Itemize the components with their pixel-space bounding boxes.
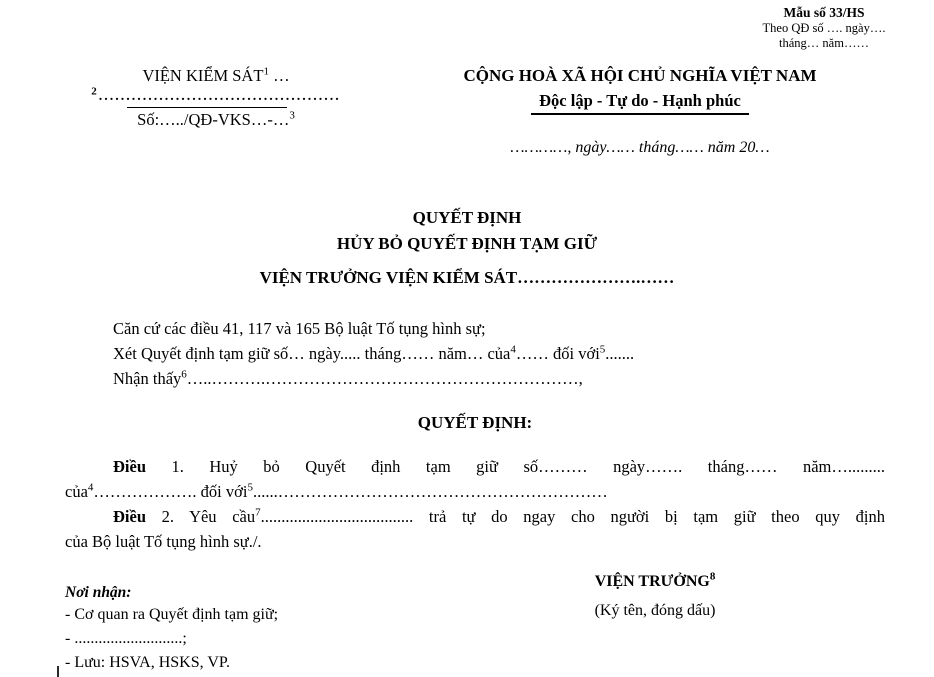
footnote-5: 5 <box>599 343 606 356</box>
footnote-4b: 4 <box>87 481 94 494</box>
finding-paragraph <box>65 366 885 391</box>
national-title: CỘNG HOÀ XÃ HỘI CHỦ NGHĨA VIỆT NAM <box>463 66 817 85</box>
article-1 <box>65 454 885 504</box>
form-ref-line-2: tháng… năm…… <box>779 36 869 50</box>
signature-block <box>535 572 775 620</box>
signer-title <box>535 572 775 592</box>
finding-text: Nhận thấy <box>113 369 182 388</box>
footnote-8: 8 <box>709 570 716 583</box>
agency-dotted-line: ............................................ <box>98 89 341 104</box>
page-edge-mark <box>57 666 59 677</box>
article-1-line2-text: của <box>65 482 88 501</box>
consideration-end-dots: ....... <box>605 344 635 363</box>
decision-heading: QUYẾT ĐỊNH: <box>417 413 533 432</box>
document-title-line-1: QUYẾT ĐỊNH <box>412 208 522 227</box>
signer-title-text: VIỆN TRƯỞNG <box>594 573 710 590</box>
authority-heading: VIỆN TRƯỞNG VIỆN KIỂM SÁT………………….…… <box>259 268 675 287</box>
header-divider-line <box>127 107 287 108</box>
form-number: Mẫu số 33/HS <box>783 5 865 20</box>
article-1-label: Điều <box>113 457 146 476</box>
document-number-text: Số:…../QĐ-VKS…-… <box>137 110 290 129</box>
national-motto: Độc lập - Tự do - Hạnh phúc <box>531 90 749 115</box>
recipients-label: Nơi nhận: <box>65 584 132 601</box>
article-1-line2-dots: ......…………………………………………………… <box>252 482 608 501</box>
article-2-text-after: ..................................... trả tự do ngay cho người bị tạm giữ theo quy định <box>260 507 885 526</box>
signature-instruction: (Ký tên, đóng dấu) <box>594 602 716 619</box>
document-number-line <box>70 109 362 131</box>
article-2-label: Điều <box>113 507 146 526</box>
finding-dots: …..……….…………………………………………………, <box>186 369 583 388</box>
footnote-7: 7 <box>255 506 261 519</box>
recipient-item-3: - Lưu: HSVA, HSKS, VP. <box>65 654 231 671</box>
legal-basis-paragraph: Căn cứ các điều 41, 117 và 165 Bộ luật Tố tụng hình sự; <box>113 319 486 338</box>
recipient-item-1: - Cơ quan ra Quyết định tạm giữ; <box>65 606 279 623</box>
form-reference-block <box>726 4 922 51</box>
article-2-line-1 <box>65 504 885 529</box>
document-title-line-2: HỦY BỎ QUYẾT ĐỊNH TẠM GIỮ <box>336 234 598 253</box>
consideration-mid-text: …… đối với <box>515 344 600 363</box>
article-1-text: 1. Huỷ bỏ Quyết định tạm giữ số……… ngày……. tháng…… năm…......... <box>146 457 885 476</box>
document-title <box>0 205 934 257</box>
article-1-line-2 <box>65 479 885 504</box>
article-2-text: 2. Yêu cầu <box>146 507 256 526</box>
article-2-line-2: của Bộ luật Tố tụng hình sự./. <box>65 532 262 551</box>
footnote-6: 6 <box>181 368 187 381</box>
form-ref-line-1: Theo QĐ số …. ngày…. <box>762 21 886 35</box>
recipient-item-2: - ...........................; <box>65 630 187 647</box>
footnote-4: 4 <box>510 343 516 356</box>
consideration-text: Xét Quyết định tạm giữ số… ngày..... tháng…… năm… của <box>113 344 511 363</box>
agency-sub-line <box>70 85 362 106</box>
document-body <box>65 316 885 554</box>
agency-name-dots: … <box>268 66 290 85</box>
footnote-2: 2 <box>91 85 99 98</box>
article-1-line2-mid: ………………. đối với <box>93 482 248 501</box>
date-place-line: …………, ngày…… tháng…… năm 20… <box>510 139 770 156</box>
consideration-paragraph <box>65 341 885 366</box>
national-header-block <box>395 64 885 157</box>
agency-name <box>70 64 362 88</box>
article-1-line-1 <box>65 454 885 479</box>
footnote-1: 1 <box>263 65 269 78</box>
footnote-5b: 5 <box>247 481 253 494</box>
recipients-block <box>65 583 278 675</box>
agency-name-text: VIỆN KIỂM SÁT <box>142 66 264 85</box>
footnote-3: 3 <box>289 109 295 122</box>
article-2 <box>65 504 885 554</box>
issuing-agency-block <box>70 64 362 131</box>
